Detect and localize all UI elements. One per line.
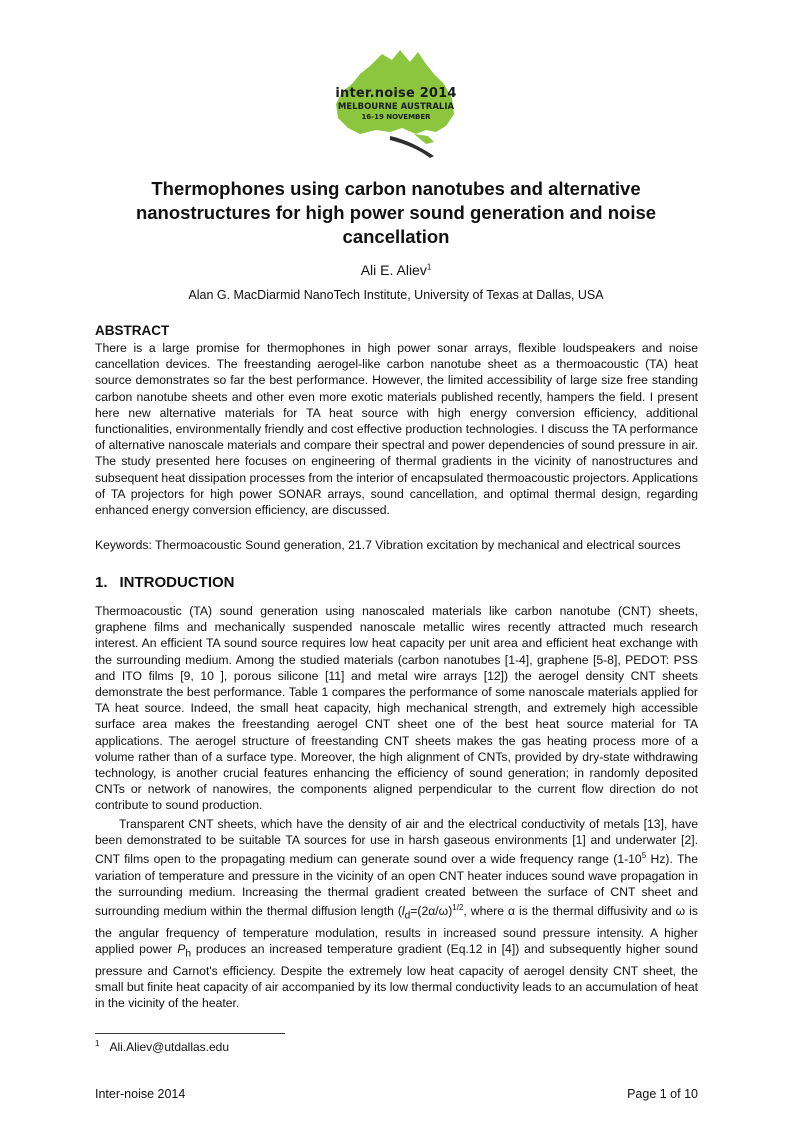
footer-conference: Inter-noise 2014: [95, 1087, 186, 1101]
author-name: Ali E. Aliev: [360, 262, 427, 278]
affiliation: Alan G. MacDiarmid NanoTech Institute, University of Texas at Dallas, USA: [188, 288, 604, 302]
section-title: INTRODUCTION: [119, 574, 235, 591]
section-number: 1.: [95, 574, 108, 591]
author: [96, 262, 696, 278]
author-email-link[interactable]: Ali.Aliev@utdallas.edu: [109, 1040, 230, 1054]
footnote-mark: 1: [95, 1039, 100, 1048]
intro-paragraph-1: Thermoacoustic (TA) sound generation using nanoscaled materials like carbon nanotube (CNT) sheets, graphene films and mechanically suspended nanoscale metallic wires recently attracted much research interest. An efficient TA sound source requires low heat capacity per unit area and efficient heat exchange with the surrounding medium. Among the studied materials (carbon nanotubes [1-4], graphene [5-8], PEDOT: PSS and ITO films [9, 10 ], porous silicone [11] and metal wire arrays [12]) the aerogel density CNT sheets demonstrate the best performance. Table 1 compares the performance of some nanoscale materials applied for TA heat source. Indeed, the small heat capacity, high mechanical strength, and extremely high accessible surface area makes the freestanding aerogel CNT sheet one of the best heat source material for TA applications. The aerogel structure of freestanding CNT sheets makes the gas heating process more of a volume rather than of a surface type. Moreover, the high alignment of CNTs, provided by dry-state withdrawing technology, is another crucial features enhancing the efficiency of sound generation; in randomly deposited CNTs or network of nanowires, the components aligned perpendicular to the current flow direction do not contribute to sound production.: [95, 604, 698, 813]
logo-location: MELBOURNE AUSTRALIA: [337, 102, 455, 112]
section-heading: [95, 574, 235, 591]
footnote: [95, 1039, 229, 1054]
logo-title: inter.noise 2014: [335, 86, 457, 101]
author-mark: 1: [426, 262, 432, 272]
abstract-heading: ABSTRACT: [95, 323, 170, 338]
logo-dates: 16-19 NOVEMBER: [361, 113, 431, 121]
abstract-text: There is a large promise for thermophones in high power sonar arrays, flexible loudspeakers and noise cancellation devices. The freestanding aerogel-like carbon nanotube sheet as a thermoacoustic (TA) heat source demonstrates so far the best performance. However, the limited accessibility of large size free standing carbon nanotube sheets and other even more exotic materials published recently, hampers the field. I present here new alternative materials for TA heat source with high energy conversion efficiency, additional functionalities, environmentally friendly and cost effective production technologies. I discuss the TA performance of alternative nanoscale materials and compare their spectral and power dependencies of sound pressure in air. The study presented here focuses on engineering of thermal gradients in the vicinity of nanostructures and subsequent heat dissipation processes from the interior of encapsulated thermoacoustic projectors. Applications of TA projectors for high power SONAR arrays, sound cancellation, and optimal thermal design, regarding enhanced energy conversion efficiency, are discussed.: [95, 341, 698, 518]
footer-page-number: Page 1 of 10: [627, 1087, 698, 1101]
keywords: Keywords: Thermoacoustic Sound generation, 21.7 Vibration excitation by mechanical and electrical sources: [95, 538, 681, 552]
intro-paragraph-2: Transparent CNT sheets, which have the density of air and the electrical conductivity of metals [13], have been demonstrated to be suitable TA sources for use in harsh gaseous environments [1] and underwater [2]. CNT films open to the propagating medium can generate sound over a wide frequency range ($1-10^5$ Hz). The variation of temperature and pressure in the vicinity of an open CNT heater induces sound wave propagation in the surrounding medium. Increasing the thermal gradient created between the surface of CNT sheet and surrounding medium within the thermal diffusion length ($l_d=(2\alpha/\omega)^{1/2}$, where α is the thermal diffusivity and ω is the angular frequency of temperature modulation, results in increased sound pressure intensity. A higher applied power $P_h$ produces an increased temperature gradient (Eq.12 in [4]) and subsequently higher sound pressure and Carnot's efficiency. Despite the extremely low heat capacity of aerogel density CNT sheet, the small but finite heat capacity of air accompanied by its low thermal conductivity leads to an accumulation of heat in the vicinity of the heater.: [95, 817, 698, 1011]
paper-title: Thermophones using carbon nanotubes and alternative nanostructures for high power sound generation and noise cancellation: [135, 178, 657, 247]
conference-logo: [330, 44, 460, 162]
footnote-divider: [95, 1033, 285, 1034]
